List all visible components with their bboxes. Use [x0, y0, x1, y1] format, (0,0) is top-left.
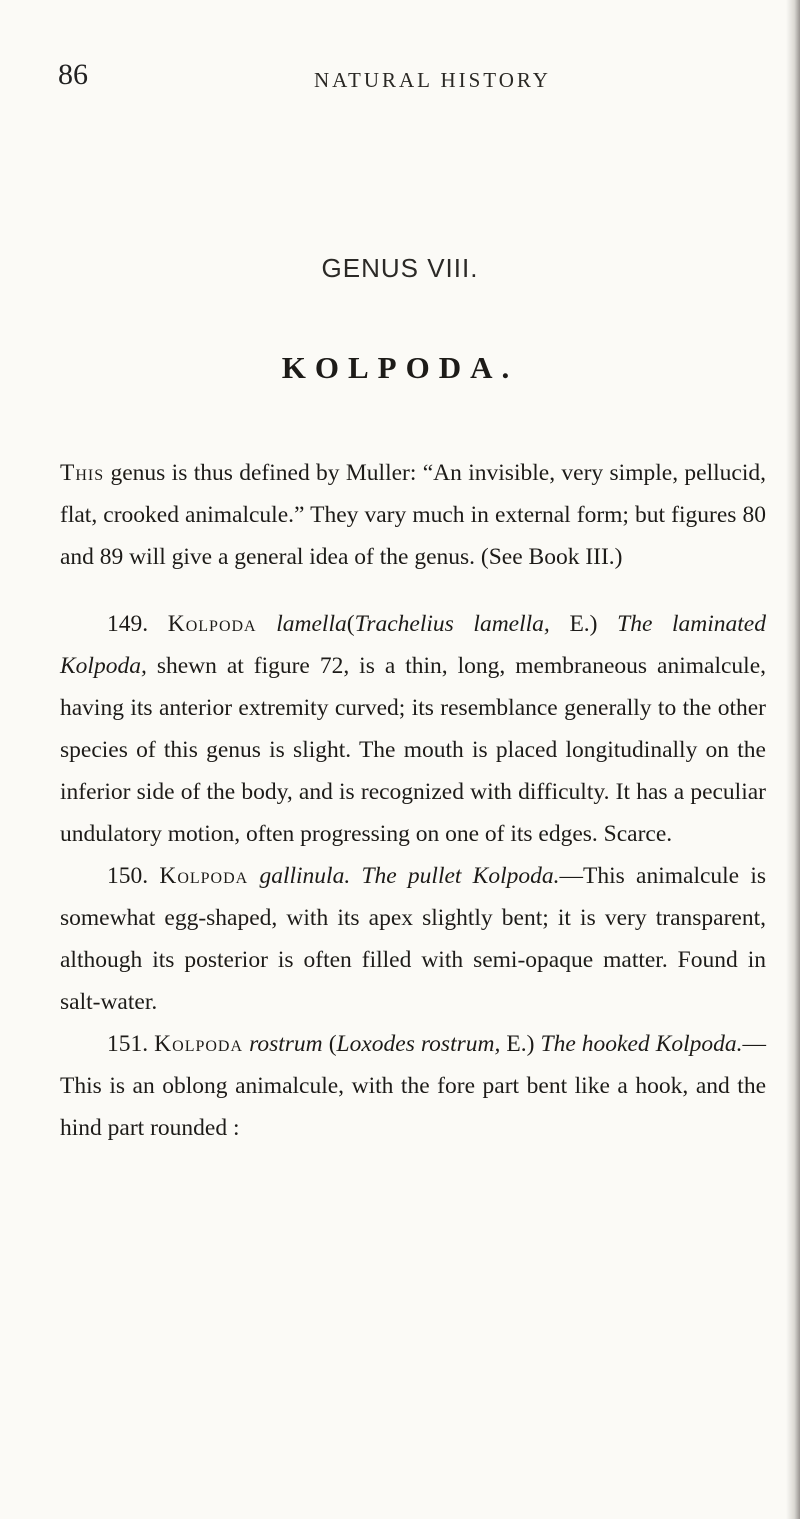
entry-synonym-authority: E.) — [500, 1031, 535, 1057]
body-text — [60, 452, 766, 1149]
intro-lead-word: This — [60, 460, 105, 486]
entry-text: —This is an oblong animalcule, with the fore part bent like a hook, and the hind part rounded : — [60, 1031, 767, 1141]
intro-text: genus is thus defined by Muller: “An invisible, very simple, pellucid, flat, crooked animalcule.” They vary much in external form; but figures 80 and 89 will give a general idea of the genus. (See Book III.) — [60, 460, 766, 570]
entry-number: 150. — [107, 863, 149, 889]
entry-number: 149. — [107, 611, 149, 637]
intro-paragraph — [60, 452, 766, 578]
entry-species: lamella — [276, 611, 347, 637]
entry-149 — [60, 603, 766, 855]
running-head: NATURAL HISTORY — [314, 68, 551, 92]
genus-heading: GENUS VIII. — [321, 253, 479, 283]
entry-species: rostrum — [249, 1031, 323, 1057]
genus-name: KOLPODA. — [281, 350, 519, 385]
entry-genus: Kolpoda — [159, 863, 249, 889]
entry-common-name: The pullet Kolpoda. — [361, 863, 560, 889]
entry-151 — [60, 1023, 766, 1149]
entry-genus: Kolpoda — [154, 1031, 244, 1057]
entry-species: gallinula. — [259, 863, 351, 889]
entry-number: 151. — [107, 1031, 149, 1057]
entry-synonym-authority: E.) — [549, 611, 598, 637]
entry-text: shewn at figure 72, is a thin, long, membraneous animalcule, having its anterior extremity curved; its resemblance generally to the other species of this genus is slight. The mouth is placed longitudinally on the inferior side of the body, and is recognized with difficulty. It has a peculiar undulatory motion, often progressing on one of its edges. Scarce. — [60, 653, 766, 847]
entry-genus: Kolpoda — [167, 611, 257, 637]
entry-text: —This animalcule is somewhat egg-shaped, with its apex slightly bent; it is very transparent, although its posterior is often filled with semi-opaque matter. Found in salt-water. — [60, 863, 767, 1015]
entry-common-name: The hooked Kolpoda. — [540, 1031, 743, 1057]
entry-synonym-open: ( — [346, 611, 355, 637]
page-number: 86 — [58, 58, 88, 91]
entry-synonym: Loxodes rostrum, — [336, 1031, 501, 1057]
entry-synonym-open: ( — [328, 1031, 337, 1057]
page-edge-shadow — [786, 0, 800, 1519]
entry-common-name: The laminated Kolpoda, — [60, 611, 766, 679]
entry-synonym: Trachelius lamella, — [354, 611, 550, 637]
entry-150 — [60, 855, 766, 1023]
